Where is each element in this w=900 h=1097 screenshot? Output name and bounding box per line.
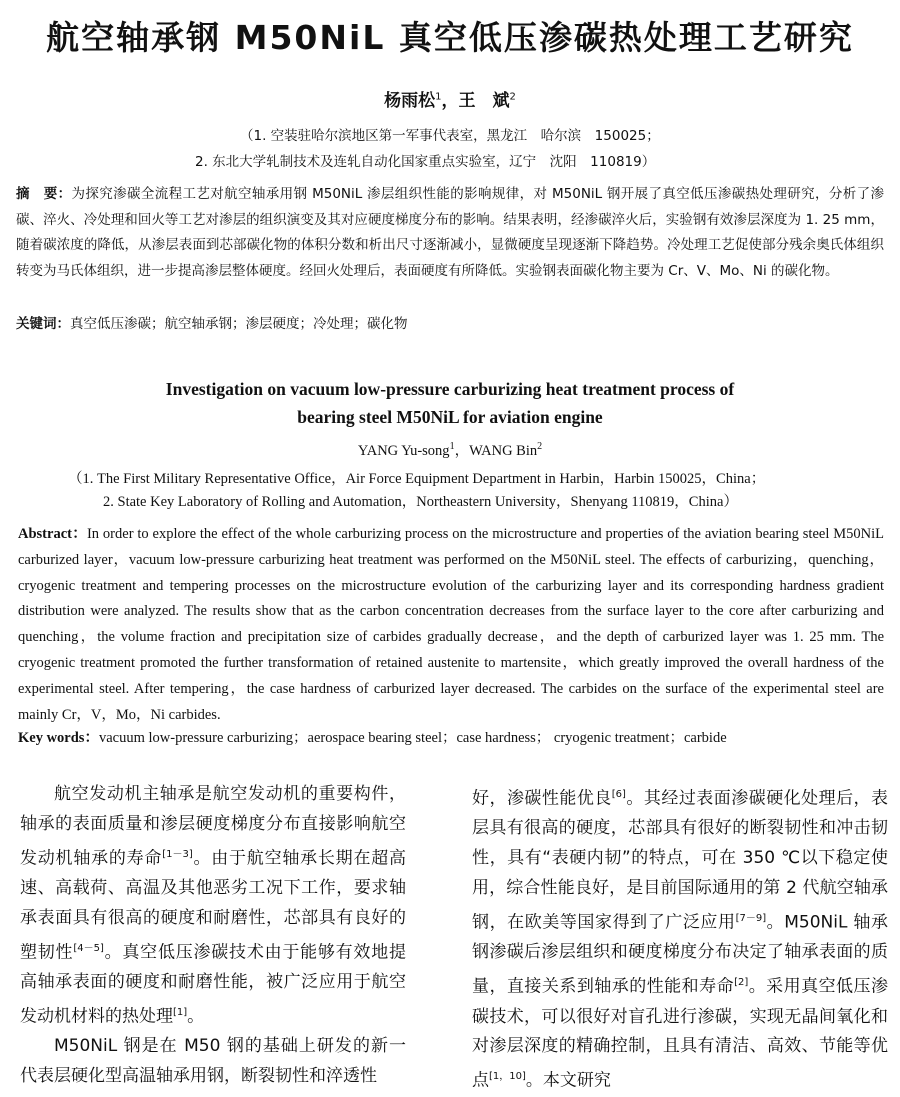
body-text: 好，渗碳性能优良	[472, 788, 612, 809]
body-text: 。本文研究	[525, 1070, 611, 1091]
author-affiliation-marker: 2	[509, 91, 516, 103]
author-affiliation-marker: 1	[449, 441, 455, 453]
citation: [4－5]	[73, 942, 104, 954]
chinese-abstract	[16, 182, 884, 284]
author-affiliation-marker: 2	[537, 441, 543, 453]
english-title-line: bearing steel M50NiL for aviation engine	[297, 407, 603, 427]
citation: [2]	[734, 977, 749, 989]
english-authors	[0, 439, 900, 460]
body-text: 。由于航空轴承长期在超高速、高载荷、高温及其他恶劣工况下工作，要求轴承表面具有很高的硬度和耐磨性，芯部具有良好的塑韧性	[20, 848, 406, 963]
author-name: YANG Yu-song	[357, 443, 450, 459]
abstract-label: 摘 要：	[16, 186, 72, 202]
keywords-label: 关键词：	[16, 316, 70, 332]
citation: [1－3]	[162, 848, 193, 860]
citation: [6]	[611, 789, 626, 800]
body-text: 。M50NiL 轴承钢渗碳后渗层组织和硬度梯度分布决定了轴承表面的质量，直接关系到轴承的性能和寿命	[472, 912, 888, 997]
body-paragraph	[472, 780, 888, 1097]
english-keywords	[18, 726, 884, 747]
body-text: 。	[187, 1006, 205, 1027]
body-text: 。真空低压渗碳技术由于能够有效地提高轴承表面的硬度和耐磨性能，被广泛应用于航空发动机材料的热处理	[20, 942, 407, 1027]
citation: [1，10]	[489, 1071, 526, 1083]
citation: [1]	[173, 1006, 188, 1018]
body-text: 。其经过表面渗碳硬化处理后，表层具有很高的硬度，芯部具有很好的断裂韧性和冲击韧性，具有“表硬内韧”的特点，可在 350 ℃以下稳定使用，综合性能良好，是目前国际通用的第 2 代航空轴承钢，在欧美等国家得到了广泛应用	[472, 788, 889, 933]
citation: [7－9]	[735, 912, 767, 924]
author-name: WANG Bin	[469, 443, 538, 459]
chinese-authors	[0, 86, 900, 111]
keywords-text: 真空低压渗碳；航空轴承钢；渗层硬度；冷处理；碳化物	[70, 316, 408, 332]
body-paragraph: M50NiL 钢是在 M50 钢的基础上研发的新一代表层硬化型高温轴承用钢，断裂韧性和淬透性	[20, 1036, 406, 1087]
english-affiliation-2: 2. State Key Laboratory of Rolling and Automation，Northeastern University，Shenyang 110819，China）	[103, 494, 738, 510]
chinese-affiliation-1: （1. 空装驻哈尔滨地区第一军事代表室，黑龙江 哈尔滨 150025；	[240, 128, 660, 144]
english-title	[100, 375, 800, 431]
abstract-text: 为探究渗碳全流程工艺对航空轴承用钢 M50NiL 渗层组织性能的影响规律，对 M50NiL 钢开展了真空低压渗碳热处理研究，分析了渗碳、淬火、冷处理和回火等工艺对渗层的组织演变及其对应硬度梯度分布的影响。结果表明，经渗碳淬火后，实验钢有效渗层深度为 1. 25 mm，随着碳浓度的降低，从渗层表面到芯部碳化物的体积分数和析出尺寸逐渐减小，显微硬度呈现逐渐下降趋势。冷处理工艺促使部分残余奥氏体组织转变为马氏体组织，进一步提高渗层整体硬度。经回火处理后，表面硬度有所降低。实验钢表面碳化物主要为 Cr、V、Mo、Ni 的碳化物。	[16, 186, 885, 279]
keywords-label: Key words：	[18, 730, 99, 746]
body-column-left	[20, 780, 406, 1092]
author-affiliation-marker: 1	[435, 91, 442, 103]
chinese-title: 航空轴承钢 M50NiL 真空低压渗碳热处理工艺研究	[46, 18, 854, 57]
chinese-keywords	[16, 312, 884, 332]
chinese-affiliation-2: 2. 东北大学轧制技术及连轧自动化国家重点实验室，辽宁 沈阳 110819）	[195, 154, 656, 170]
abstract-text: In order to explore the effect of the whole carburizing process on the microstructure and properties of the aviation bearing steel M50NiL carburized layer，vacuum low-pressure carburizing heat treatment was performed on the M50NiL steel. The effects of carburizing，quenching，cryogenic treatment and tempering processes on the microstructure evolution of the carburizing layer and its corresponding hardness gradient distribution were analyzed. The results show that as the carbon concentration decreases from the surface layer to the core after carburizing and quenching，the volume fraction and precipitation size of carbides gradually decrease，and the depth of carburized layer was 1. 25 mm. The cryogenic treatment promoted the further transformation of retained austenite to martensite，which greatly improved the overall hardness of the experimental steel. After tempering，the case hardness of carburized layer decreased. The carbides on the surface of the experimental steel are mainly Cr，V，Mo，Ni carbides.	[18, 526, 884, 723]
body-paragraph	[20, 780, 406, 1032]
english-affiliation-1: （1. The First Military Representative Office，Air Force Equipment Department in Harbin，Harbin 150025，China；	[68, 471, 766, 487]
keywords-text: vacuum low-pressure carburizing；aerospace bearing steel；case hardness； cryogenic treatment；carbide	[98, 730, 727, 746]
author-separator: ，	[454, 443, 470, 459]
english-abstract	[18, 522, 884, 728]
author-separator: ，	[441, 91, 459, 111]
body-column-right	[472, 780, 888, 1097]
author-name: 王 斌	[458, 91, 510, 111]
abstract-label: Abstract：	[18, 526, 87, 542]
body-text: 。采用真空低压渗碳技术，可以很好对盲孔进行渗碳，实现无晶间氧化和对渗层深度的精确控制，且具有清洁、高效、节能等优点	[472, 976, 889, 1091]
body-text: 航空发动机主轴承是航空发动机的重要构件，轴承的表面质量和渗层硬度梯度分布直接影响航空发动机轴承的寿命	[20, 784, 406, 869]
english-title-line: Investigation on vacuum low-pressure carburizing heat treatment process of	[165, 379, 735, 399]
author-name: 杨雨松	[384, 91, 436, 111]
